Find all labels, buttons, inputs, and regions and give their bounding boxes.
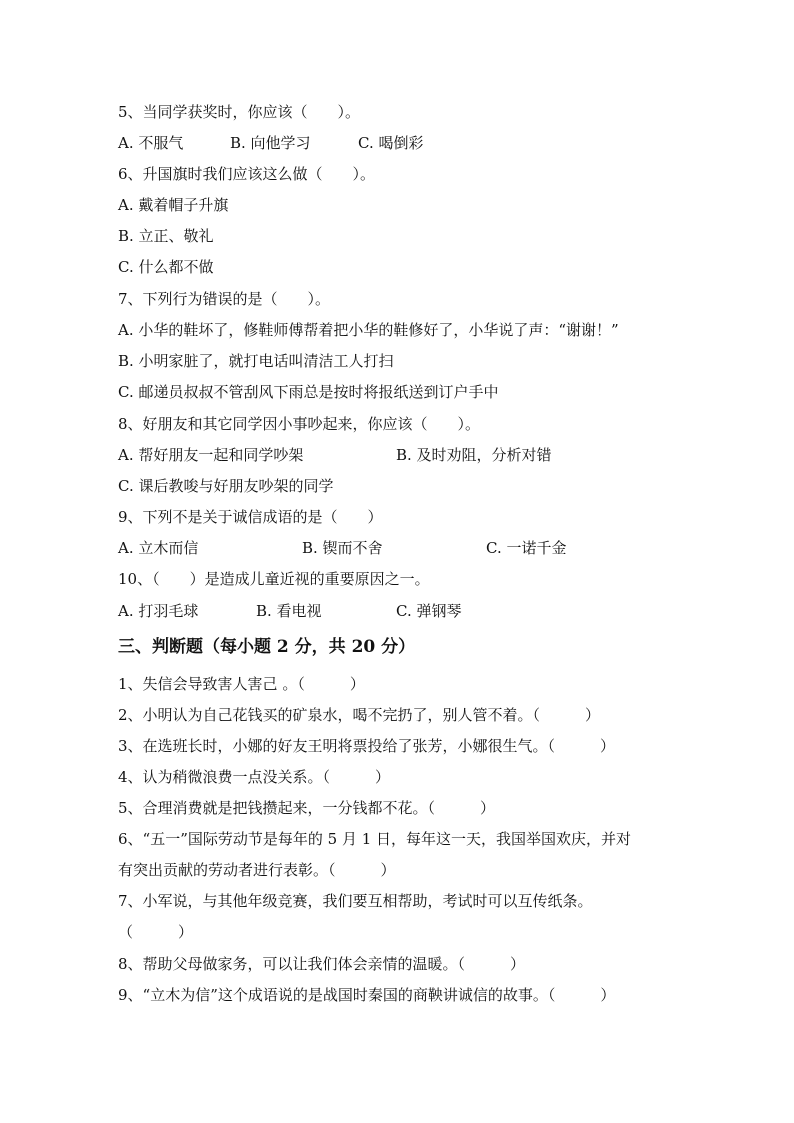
q7-option-a: A. 小华的鞋坏了，修鞋师傅帮着把小华的鞋修好了，小华说了声：“谢谢！” [118,321,619,339]
question-10: 10、（ ）是造成儿童近视的重要原因之一。 [118,570,430,588]
judgment-item-7-cont: （ ） [118,923,194,941]
q5-option-c: C. 喝倒彩 [358,134,424,152]
q10-option-c: C. 弹钢琴 [396,602,462,620]
judgment-item-9: 9、“立木为信”这个成语说的是战国时秦国的商鞅讲诚信的故事。（ ） [118,986,616,1004]
q7-option-c: C. 邮递员叔叔不管刮风下雨总是按时将报纸送到订户手中 [118,383,499,401]
q9-option-b: B. 锲而不舍 [302,539,383,557]
question-6: 6、升国旗时我们应该这么做（ ）。 [118,165,376,183]
q8-option-c: C. 课后教唆与好朋友吵架的同学 [118,477,334,495]
q8-option-b: B. 及时劝阻，分析对错 [396,446,552,464]
q9-option-c: C. 一诺千金 [486,539,567,557]
q8-option-a: A. 帮好朋友一起和同学吵架 [118,446,304,464]
q5-option-b: B. 向他学习 [230,134,311,152]
judgment-item-1: 1、失信会导致害人害己 。（ ） [118,675,365,693]
judgment-item-7: 7、小军说，与其他年级竞赛，我们要互相帮助，考试时可以互传纸条。 [118,892,593,910]
q5-option-a: A. 不服气 [118,134,184,152]
judgment-item-6: 6、“五一”国际劳动节是每年的 5 月 1 日，每年这一天，我国举国欢庆，并对 [118,830,632,848]
judgment-item-6-cont: 有突出贡献的劳动者进行表彰。（ ） [118,861,396,879]
judgment-item-4: 4、认为稍微浪费一点没关系。（ ） [118,768,391,786]
q10-option-a: A. 打羽毛球 [118,602,199,620]
q6-option-b: B. 立正、敬礼 [118,227,214,245]
question-5: 5、当同学获奖时，你应该（ ）。 [118,103,361,121]
q6-option-c: C. 什么都不做 [118,258,214,276]
question-8: 8、好朋友和其它同学因小事吵起来，你应该（ ）。 [118,415,481,433]
q10-option-b: B. 看电视 [256,602,322,620]
judgment-item-3: 3、在选班长时，小娜的好友王明将票投给了张芳，小娜很生气。（ ） [118,737,616,755]
judgment-item-5: 5、合理消费就是把钱攒起来，一分钱都不花。（ ） [118,799,496,817]
question-7: 7、下列行为错误的是（ ）。 [118,290,331,308]
section-heading-judgment: 三、判断题（每小题 2 分，共 20 分） [118,637,416,657]
question-9: 9、下列不是关于诚信成语的是（ ） [118,508,383,526]
q9-option-a: A. 立木而信 [118,539,199,557]
judgment-item-2: 2、小明认为自己花钱买的矿泉水，喝不完扔了，别人管不着。（ ） [118,706,601,724]
judgment-item-8: 8、帮助父母做家务，可以让我们体会亲情的温暖。（ ） [118,955,526,973]
q7-option-b: B. 小明家脏了，就打电话叫清洁工人打扫 [118,352,394,370]
q6-option-a: A. 戴着帽子升旗 [118,196,229,214]
